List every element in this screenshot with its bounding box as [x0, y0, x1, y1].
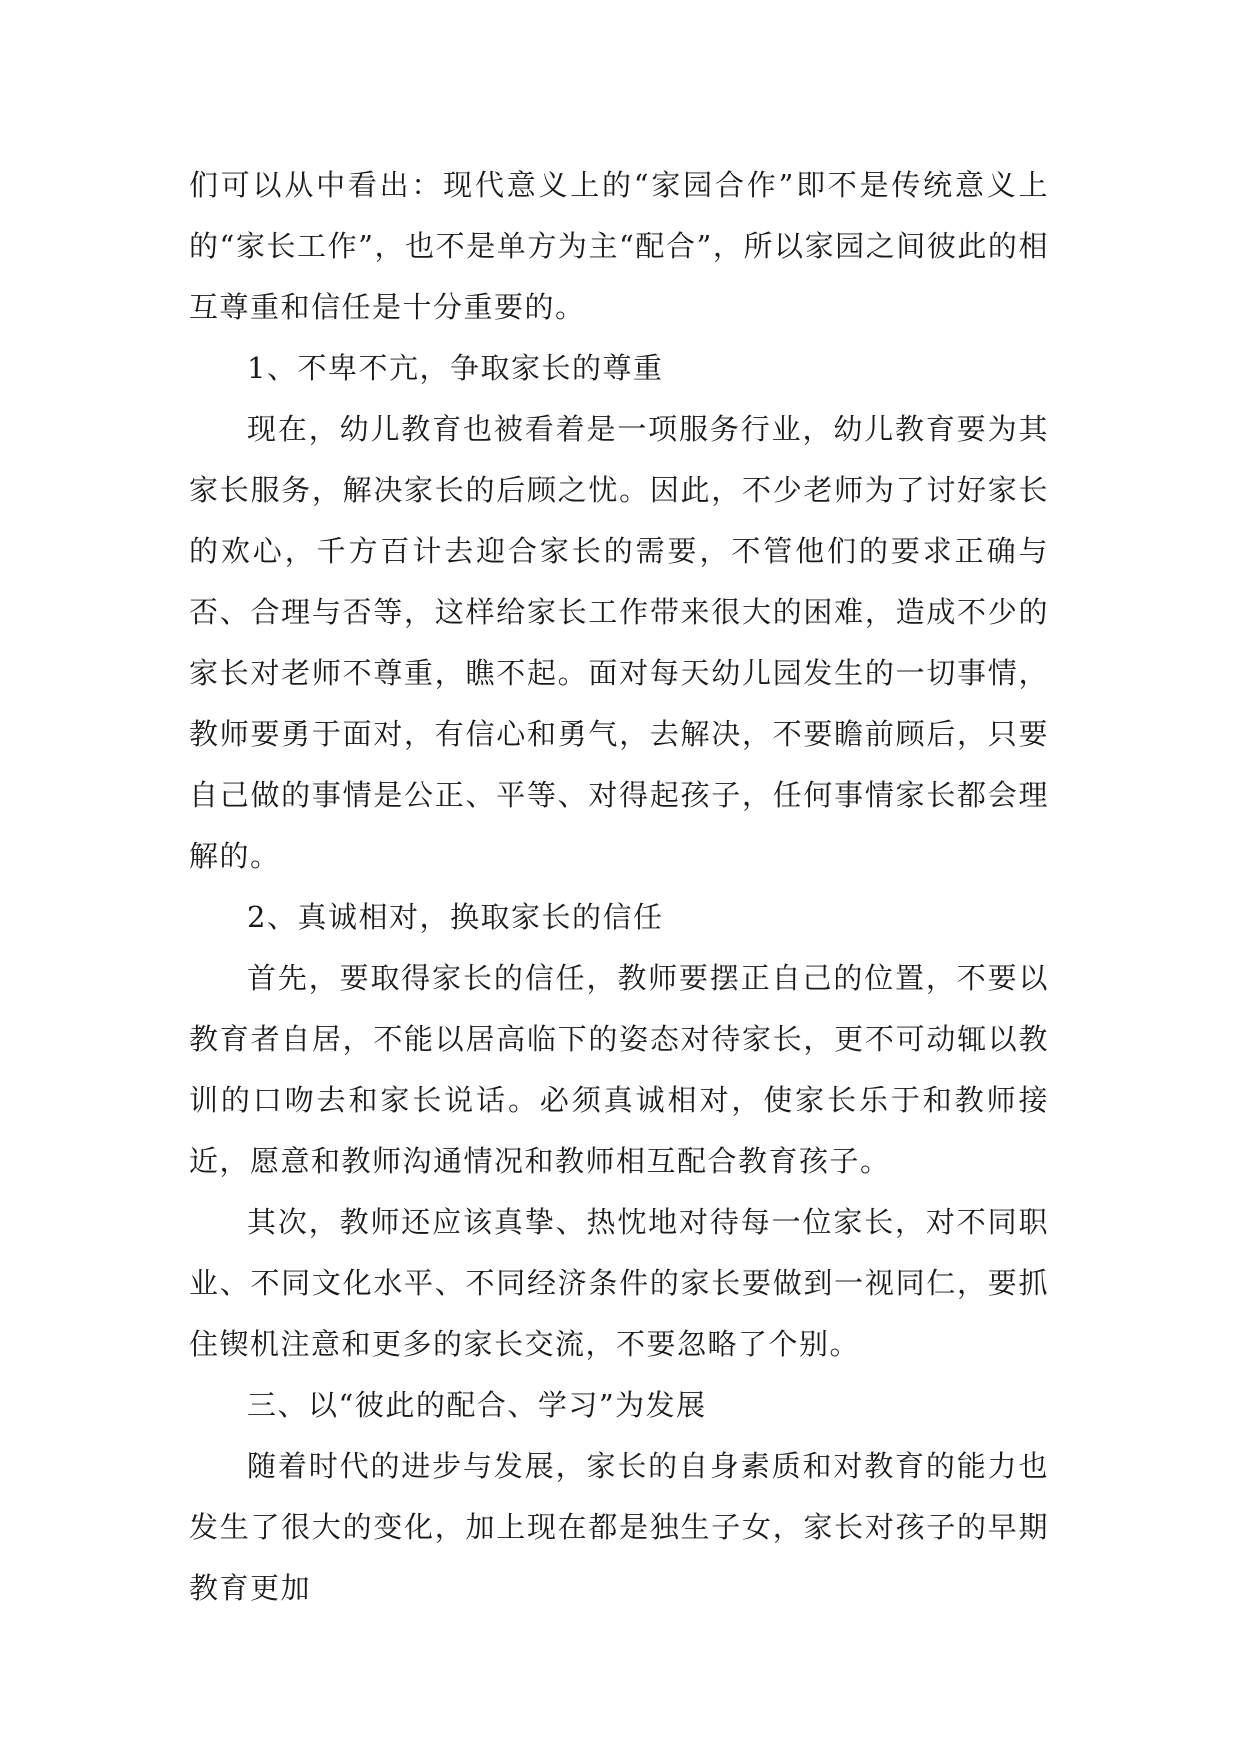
paragraph-trust-second: 其次，教师还应该真挚、热忱地对待每一位家长，对不同职业、不同文化水平、不同经济条件的家长要做到一视同仁，要抓住锲机注意和更多的家长交流，不要忽略了个别。 [189, 1205, 1049, 1361]
section-heading-2: 2、真诚相对，换取家长的信任 [247, 900, 664, 934]
paragraph-continuation: 们可以从中看出：现代意义上的“家园合作”即不是传统意义上的“家长工作”，也不是单方为主“配合”，所以家园之间彼此的相互尊重和信任是十分重要的。 [189, 168, 1049, 324]
paragraph-development: 随着时代的进步与发展，家长的自身素质和对教育的能力也发生了很大的变化，加上现在都是独生子女，家长对孩子的早期教育更加 [189, 1449, 1049, 1605]
section-heading-3: 三、以“彼此的配合、学习”为发展 [247, 1388, 707, 1422]
paragraph-trust-first: 首先，要取得家长的信任，教师要摆正自己的位置，不要以教育者自居，不能以居高临下的姿态对待家长，更不可动辄以教训的口吻去和家长说话。必须真诚相对，使家长乐于和教师接近，愿意和教师沟通情况和教师相互配合教育孩子。 [189, 961, 1049, 1178]
section-heading-1: 1、不卑不亢，争取家长的尊重 [247, 351, 664, 385]
paragraph-respect: 现在，幼儿教育也被看着是一项服务行业，幼儿教育要为其家长服务，解决家长的后顾之忧。因此，不少老师为了讨好家长的欢心，千方百计去迎合家长的需要，不管他们的要求正确与否、合理与否等，这样给家长工作带来很大的困难，造成不少的家长对老师不尊重，瞧不起。面对每天幼儿园发生的一切事情，教师要勇于面对，有信心和勇气，去解决，不要瞻前顾后，只要自己做的事情是公正、平等、对得起孩子，任何事情家长都会理解的。 [189, 412, 1049, 873]
document-body [189, 155, 1049, 1619]
